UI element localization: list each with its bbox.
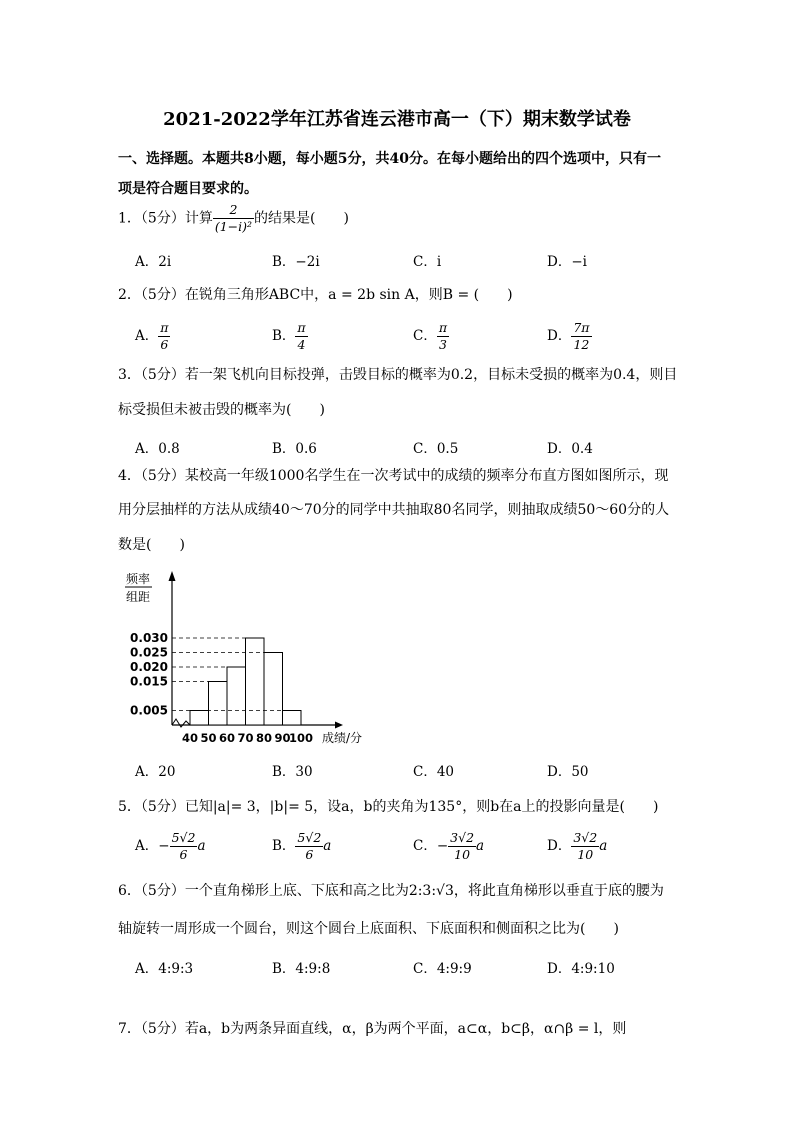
q2-option-c: C． $\frac{\pi}{3}$ [413, 320, 448, 352]
q6-option-c: C．4:9:9 [413, 961, 472, 977]
q6-option-b: B．4:9:8 [272, 961, 331, 977]
axis-break [172, 719, 190, 727]
question-1 [118, 202, 349, 235]
histogram-bar [209, 682, 228, 726]
y-label-bottom: 组距 [126, 590, 151, 604]
histogram-bar [190, 711, 209, 726]
q4-option-b: B．30 [272, 764, 313, 780]
x-tick-label: 70 [237, 731, 254, 745]
page-title: 2021-2022学年江苏省连云港市高一（下）期末数学试卷 [163, 109, 631, 130]
question-6-line1: 6．（5分）一个直角梯形上底、下底和高之比为2:3:√3，将此直角梯形以垂直于底的腰为 [118, 883, 664, 899]
y-tick-label: 0.005 [130, 703, 168, 718]
question-5: 5．（5分）已知|a|= 3，|b|= 5，设a，b的夹角为135°，则b在a上的投影向量是( ) [118, 799, 659, 815]
x-tick-label: 50 [200, 731, 217, 745]
q1-prefix: 1．（5分）计算 [118, 210, 213, 227]
histogram-bar [227, 667, 246, 725]
q3-option-b: B．0.6 [272, 441, 317, 457]
histogram-chart [110, 565, 380, 750]
q1-option-b: B．−2i [272, 254, 320, 270]
q1-frac-den: (1−i)² [214, 219, 253, 234]
y-tick-label: 0.015 [130, 674, 168, 689]
x-axis-label: 成绩/分 [322, 731, 363, 745]
question-3-line2: 标受损但未被击毁的概率为( ) [118, 402, 325, 418]
q5-option-d: D． $\frac{3√2}{10}$ a [547, 830, 608, 862]
q1-option-d: D．−i [547, 254, 587, 270]
histogram-bar [283, 711, 302, 726]
x-tick-label: 40 [181, 731, 199, 745]
q4-option-a: A．20 [135, 764, 176, 780]
q3-option-d: D．0.4 [547, 441, 593, 457]
q2-option-b: B． $\frac{\pi}{4}$ [272, 320, 306, 352]
q1-option-c: C．i [413, 254, 442, 270]
q2-option-d: D． $\frac{7\pi}{12}$ [547, 320, 590, 352]
q1-suffix: 的结果是( ) [254, 210, 349, 227]
q6-option-d: D．4:9:10 [547, 961, 615, 977]
section-heading-line2: 项是符合题目要求的。 [118, 181, 258, 197]
question-4-line2: 用分层抽样的方法从成绩40～70分的同学中共抽取80名同学，则抽取成绩50～60分的人 [118, 502, 670, 518]
q4-option-d: D．50 [547, 764, 589, 780]
x-tick-label: 80 [255, 731, 273, 745]
q1-fraction [213, 202, 254, 235]
q4-option-c: C．40 [413, 764, 455, 780]
q3-option-a: A．0.8 [135, 441, 180, 457]
y-axis-arrow [169, 571, 176, 581]
y-tick-label: 0.025 [130, 645, 168, 660]
section-heading-line1: 一、选择题。本题共8小题，每小题5分，共40分。在每小题给出的四个选项中，只有一 [118, 151, 661, 167]
q5-option-c: C．− $\frac{3√2}{10}$ a [413, 830, 485, 862]
q3-option-c: C．0.5 [413, 441, 459, 457]
question-4-line3: 数是( ) [118, 537, 185, 553]
q1-option-a: A．2i [135, 254, 172, 270]
x-axis-arrow [335, 722, 343, 729]
question-2: 2．（5分）在锐角三角形ABC中，a = 2b sin A，则B = ( ) [118, 287, 513, 303]
q5-option-b: B． $\frac{5√2}{6}$ a [272, 830, 332, 862]
q2-option-a: A． $\frac{\pi}{6}$ [135, 320, 169, 352]
histogram-bar [264, 653, 283, 726]
x-tick-label: 100 [288, 731, 314, 745]
question-3-line1: 3．（5分）若一架飞机向目标投弹，击毁目标的概率为0.2，目标未受损的概率为0.4，则目 [118, 367, 678, 383]
q5-option-a: A．− $\frac{5√2}{6}$ a [135, 830, 206, 862]
question-7-line1: 7．（5分）若a，b为两条异面直线，α，β为两个平面，a⊂α，b⊂β，α∩β = l，则 [118, 1021, 627, 1037]
q6-option-a: A．4:9:3 [135, 961, 194, 977]
y-label-top: 频率 [126, 572, 151, 586]
question-6-line2: 轴旋转一周形成一个圆台，则这个圆台上底面积、下底面积和侧面积之比为( ) [118, 921, 619, 937]
histogram-bar [246, 638, 265, 725]
y-tick-label: 0.030 [130, 631, 168, 645]
x-tick-label: 90 [274, 731, 291, 745]
q1-frac-num: 2 [213, 202, 254, 219]
question-4-line1: 4．（5分）某校高一年级1000名学生在一次考试中的成绩的频率分布直方图如图所示，现 [118, 468, 669, 484]
y-tick-label: 0.020 [130, 660, 168, 674]
x-tick-label: 60 [218, 731, 236, 745]
